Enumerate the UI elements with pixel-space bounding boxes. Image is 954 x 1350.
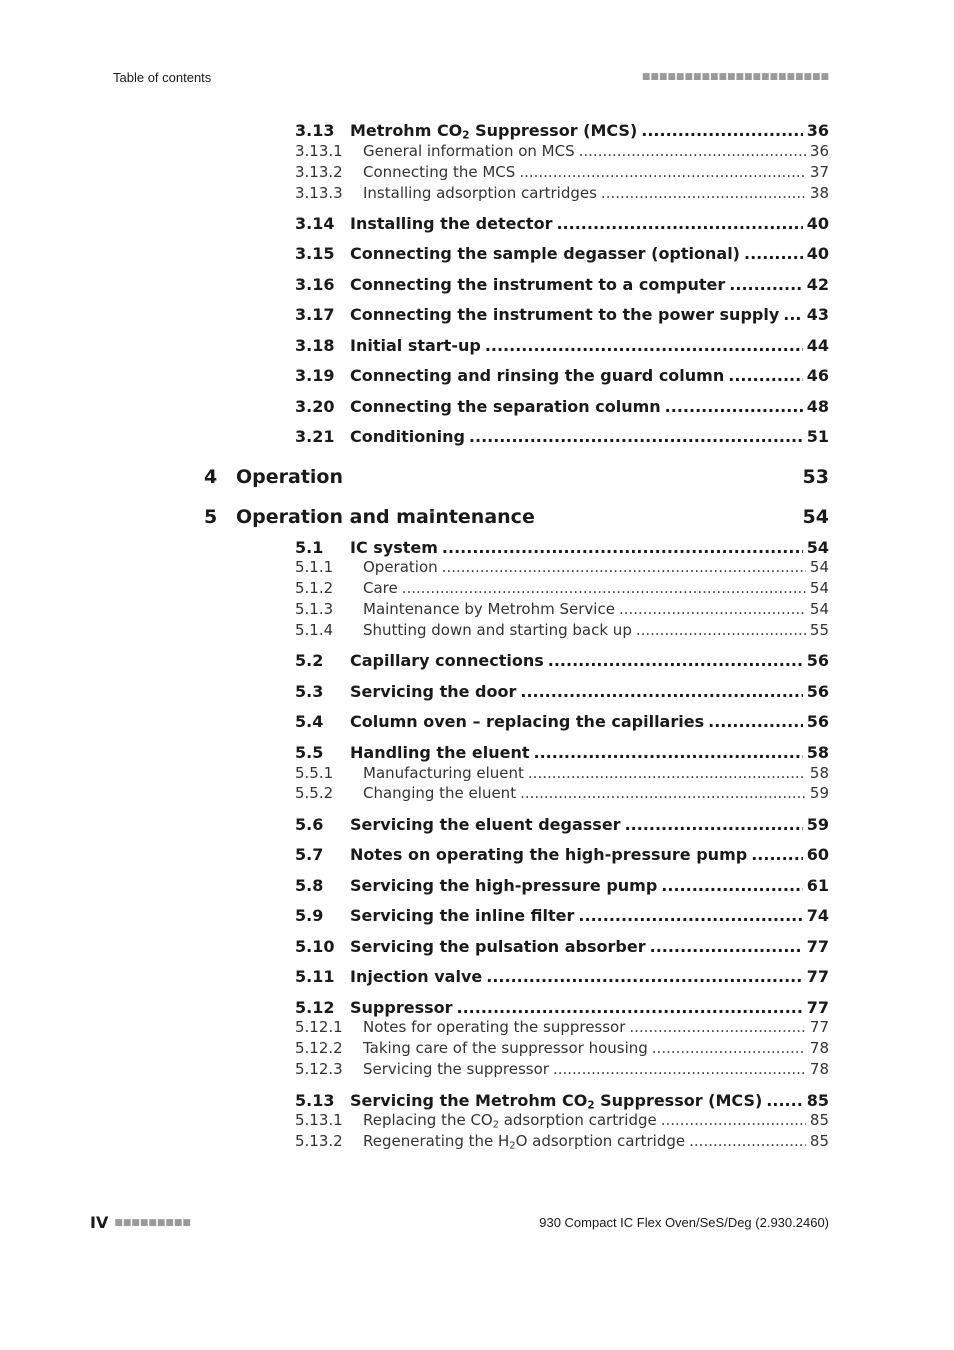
- toc-entry-number: 5.13.1: [295, 1111, 343, 1129]
- toc-entry-title: Changing the eluent: [363, 784, 517, 802]
- toc-entry[interactable]: [295, 1111, 829, 1129]
- toc-entry-number: 5.12: [295, 998, 335, 1017]
- toc-entry-title: General information on MCS: [363, 142, 575, 160]
- toc-entry-page: 54: [809, 600, 829, 618]
- toc-entry[interactable]: [295, 621, 829, 639]
- toc-entry-number: 3.18: [295, 336, 335, 355]
- toc-entry-number: 5.1.1: [295, 558, 334, 576]
- toc-entry-page: 58: [809, 764, 829, 782]
- footer-page: [90, 1213, 191, 1232]
- footer-decoration: ■■■■■■■■■: [114, 1217, 191, 1228]
- toc-leader-dots: [486, 967, 802, 986]
- toc-leader-dots: [402, 579, 806, 597]
- toc-entry[interactable]: [295, 682, 829, 701]
- toc-entry[interactable]: [295, 600, 829, 618]
- toc-leader-dots: [625, 815, 803, 834]
- toc-entry[interactable]: [295, 712, 829, 731]
- toc-entry-page: 55: [809, 621, 829, 639]
- toc-entry-title: Manufacturing eluent: [363, 764, 524, 782]
- toc-entry[interactable]: [204, 466, 829, 488]
- toc-entry-title: [363, 1111, 657, 1129]
- toc-entry-title: Care: [363, 579, 398, 597]
- toc-entry[interactable]: [295, 1132, 829, 1150]
- toc-leader-dots: [665, 397, 803, 416]
- toc-entry-title: Handling the eluent: [350, 743, 530, 762]
- toc-entry[interactable]: [295, 427, 829, 446]
- toc-leader-dots: [528, 764, 806, 782]
- toc-entry-page: 54: [809, 579, 829, 597]
- toc-entry[interactable]: [295, 244, 829, 263]
- toc-entry-number: 5.4: [295, 712, 324, 731]
- toc-entry-number: 3.20: [295, 397, 335, 416]
- toc-entry-number: 5.13.2: [295, 1132, 343, 1150]
- toc-entry-page: 48: [806, 397, 829, 416]
- toc-leader-dots: [578, 906, 802, 925]
- toc-leader-dots: [650, 937, 803, 956]
- toc-entry[interactable]: [295, 538, 829, 557]
- toc-entry-number: 5.8: [295, 876, 324, 895]
- toc-entry[interactable]: [204, 506, 829, 528]
- toc-entry-page: 54: [806, 538, 829, 557]
- toc-entry[interactable]: [295, 184, 829, 202]
- toc-leader-dots: [744, 244, 803, 263]
- toc-entry-page: 59: [809, 784, 829, 802]
- toc-entry-title: Connecting the instrument to a computer: [350, 275, 726, 294]
- toc-entry-title: Operation and maintenance: [236, 506, 535, 528]
- toc-leader-dots: [652, 1039, 806, 1057]
- toc-entry-page: 78: [809, 1060, 829, 1078]
- toc-entry[interactable]: [295, 764, 829, 782]
- title-subscript: 2: [462, 129, 470, 142]
- toc-entry-title: Notes for operating the suppressor: [363, 1018, 626, 1036]
- toc-entry[interactable]: [295, 906, 829, 925]
- toc-entry-number: 3.19: [295, 366, 335, 385]
- toc-entry-title: Operation: [236, 466, 344, 488]
- toc-entry-number: 5.1: [295, 538, 324, 557]
- toc-leader-dots: [708, 712, 803, 731]
- toc-entry-page: 40: [806, 244, 829, 263]
- toc-leader-dots: [579, 142, 806, 160]
- toc-entry-number: 5.9: [295, 906, 324, 925]
- toc-entry[interactable]: [295, 998, 829, 1017]
- toc-entry-title: Capillary connections: [350, 651, 544, 670]
- toc-entry-title: Initial start-up: [350, 336, 481, 355]
- toc-leader-dots: [520, 784, 806, 802]
- toc-leader-dots: [661, 876, 802, 895]
- toc-leader-dots: [766, 1091, 802, 1110]
- toc-entry[interactable]: [295, 845, 829, 864]
- header-decoration: ■■■■■■■■■■■■■■■■■■■■■■: [641, 72, 829, 82]
- toc-entry-number: 5.5: [295, 743, 324, 762]
- toc-entry-page: 85: [806, 1091, 829, 1110]
- toc-entry[interactable]: [295, 1060, 829, 1078]
- title-subscript: 2: [492, 1119, 499, 1131]
- toc-entry-page: 61: [806, 876, 829, 895]
- toc-entry[interactable]: [295, 1039, 829, 1057]
- toc-entry-number: 5.10: [295, 937, 335, 956]
- toc-entry-title: Servicing the pulsation absorber: [350, 937, 646, 956]
- toc-entry-number: 5.11: [295, 967, 335, 986]
- toc-entry-page: 74: [806, 906, 829, 925]
- toc-entry-title: Servicing the suppressor: [363, 1060, 549, 1078]
- toc-entry-page: 53: [802, 466, 829, 488]
- toc-entry[interactable]: [295, 743, 829, 762]
- toc-entry[interactable]: [295, 275, 829, 294]
- toc-entry-number: 3.21: [295, 427, 335, 446]
- toc-leader-dots: [641, 121, 802, 140]
- toc-entry-page: 37: [809, 163, 829, 181]
- toc-entry[interactable]: [295, 651, 829, 670]
- toc-entry-page: 40: [806, 214, 829, 233]
- toc-entry[interactable]: [295, 558, 829, 576]
- toc-entry-title: [363, 1132, 685, 1150]
- toc-entry-number: 3.13: [295, 121, 335, 140]
- toc-entry-page: 54: [802, 506, 829, 528]
- title-part: Servicing the Metrohm CO: [350, 1091, 588, 1110]
- toc-entry-number: 3.13.3: [295, 184, 343, 202]
- title-part: Replacing the CO: [363, 1111, 493, 1129]
- toc-entry-page: 60: [806, 845, 829, 864]
- toc-entry-number: 5.5.1: [295, 764, 334, 782]
- toc-entry[interactable]: [295, 967, 829, 986]
- toc-entry[interactable]: [295, 163, 829, 181]
- toc-leader-dots: [636, 621, 806, 639]
- toc-entry-page: 56: [806, 651, 829, 670]
- toc-entry-number: 5.1.3: [295, 600, 334, 618]
- toc-leader-dots: [629, 1018, 806, 1036]
- toc-entry-page: 44: [806, 336, 829, 355]
- toc-entry-page: 51: [806, 427, 829, 446]
- toc-entry-number: 5.13: [295, 1091, 335, 1110]
- toc-entry-page: 36: [806, 121, 829, 140]
- toc-leader-dots: [728, 366, 803, 385]
- toc-entry-title: Connecting the separation column: [350, 397, 661, 416]
- toc-entry-page: 77: [806, 937, 829, 956]
- toc-entry-number: 5.1.2: [295, 579, 334, 597]
- toc-leader-dots: [548, 651, 803, 670]
- title-part: Regenerating the H: [363, 1132, 510, 1150]
- toc-entry-page: 85: [809, 1132, 829, 1150]
- toc-entry-title: Operation: [363, 558, 438, 576]
- toc-leader-dots: [689, 1132, 806, 1150]
- toc-leader-dots: [519, 163, 806, 181]
- title-part: Suppressor (MCS): [594, 1091, 763, 1110]
- toc-leader-dots: [442, 558, 806, 576]
- toc-entry[interactable]: [295, 397, 829, 416]
- title-subscript: 2: [509, 1140, 516, 1152]
- toc-leader-dots: [553, 1060, 806, 1078]
- toc-entry-number: 4: [204, 466, 218, 488]
- toc-entry-number: 3.13.2: [295, 163, 343, 181]
- toc-entry[interactable]: [295, 336, 829, 355]
- toc-leader-dots: [661, 1111, 806, 1129]
- toc-entry[interactable]: [295, 1018, 829, 1036]
- toc-entry-number: 5: [204, 506, 218, 528]
- toc-leader-dots: [457, 998, 803, 1017]
- footer-product: 930 Compact IC Flex Oven/SeS/Deg (2.930.2460): [539, 1215, 829, 1230]
- toc-entry-page: 77: [809, 1018, 829, 1036]
- toc-entry-title: Servicing the door: [350, 682, 517, 701]
- toc-leader-dots: [469, 427, 803, 446]
- toc-entry[interactable]: [295, 937, 829, 956]
- toc-entry-page: 59: [806, 815, 829, 834]
- title-part: O adsorption cartridge: [515, 1132, 686, 1150]
- toc-entry[interactable]: [295, 121, 829, 140]
- toc-entry[interactable]: [295, 1091, 829, 1110]
- toc-entry-title: Column oven – replacing the capillaries: [350, 712, 705, 731]
- toc-entry-title: Servicing the high-pressure pump: [350, 876, 658, 895]
- toc-entry-title: Connecting the instrument to the power supply: [350, 305, 780, 324]
- toc-entry-title: Maintenance by Metrohm Service: [363, 600, 615, 618]
- toc-leader-dots: [751, 845, 803, 864]
- toc-entry-title: Connecting the sample degasser (optional): [350, 244, 740, 263]
- toc-entry[interactable]: [295, 214, 829, 233]
- toc-entry-title: Notes on operating the high-pressure pump: [350, 845, 748, 864]
- toc-entry-page: 58: [806, 743, 829, 762]
- toc-entry-title: Connecting the MCS: [363, 163, 516, 181]
- toc-entry-number: 3.13.1: [295, 142, 343, 160]
- toc-leader-dots: [485, 336, 803, 355]
- toc-entry-page: 43: [806, 305, 829, 324]
- toc-entry-title: [350, 121, 637, 140]
- toc-entry-page: 56: [806, 682, 829, 701]
- toc-entry-title: Taking care of the suppressor housing: [363, 1039, 648, 1057]
- running-header: Table of contents: [113, 70, 212, 85]
- toc-leader-dots: [534, 743, 803, 762]
- toc-entry-number: 5.12.2: [295, 1039, 343, 1057]
- toc-entry-number: 5.1.4: [295, 621, 334, 639]
- toc-entry-title: Suppressor: [350, 998, 453, 1017]
- toc-leader-dots: [601, 184, 806, 202]
- toc-leader-dots: [520, 682, 802, 701]
- toc-entry-number: 5.12.3: [295, 1060, 343, 1078]
- toc-entry-page: 42: [806, 275, 829, 294]
- toc-entry[interactable]: [295, 815, 829, 834]
- toc-leader-dots: [783, 305, 802, 324]
- toc-entry[interactable]: [295, 579, 829, 597]
- toc-entry[interactable]: [295, 366, 829, 385]
- toc-entry-number: 5.6: [295, 815, 324, 834]
- toc-entry-page: 56: [806, 712, 829, 731]
- toc-entry-title: Servicing the inline filter: [350, 906, 575, 925]
- toc-entry-title: [350, 1091, 762, 1110]
- toc-entry-page: 85: [809, 1111, 829, 1129]
- toc-entry-number: 3.14: [295, 214, 335, 233]
- page-number: IV: [90, 1213, 109, 1232]
- toc-entry-number: 5.5.2: [295, 784, 334, 802]
- toc-entry-page: 77: [806, 967, 829, 986]
- toc-entry[interactable]: [295, 876, 829, 895]
- toc-entry-number: 5.12.1: [295, 1018, 343, 1036]
- toc-entry-page: 36: [809, 142, 829, 160]
- toc-entry-page: 77: [806, 998, 829, 1017]
- title-part: adsorption cartridge: [498, 1111, 657, 1129]
- toc-entry-title: IC system: [350, 538, 438, 557]
- toc-entry-number: 3.17: [295, 305, 335, 324]
- title-part: Suppressor (MCS): [469, 121, 638, 140]
- toc-entry-number: 3.16: [295, 275, 335, 294]
- toc-entry-title: Shutting down and starting back up: [363, 621, 632, 639]
- toc-entry[interactable]: [295, 142, 829, 160]
- toc-entry-title: Installing the detector: [350, 214, 553, 233]
- toc-entry-title: Injection valve: [350, 967, 483, 986]
- toc-entry-page: 78: [809, 1039, 829, 1057]
- toc-entry-title: Installing adsorption cartridges: [363, 184, 597, 202]
- toc-entry-page: 46: [806, 366, 829, 385]
- toc-entry-title: Servicing the eluent degasser: [350, 815, 621, 834]
- toc-entry-number: 5.2: [295, 651, 324, 670]
- title-subscript: 2: [587, 1099, 595, 1112]
- toc-entry-number: 3.15: [295, 244, 335, 263]
- toc-leader-dots: [556, 214, 802, 233]
- toc-leader-dots: [619, 600, 806, 618]
- toc-entry-page: 54: [809, 558, 829, 576]
- toc-entry-title: Conditioning: [350, 427, 465, 446]
- toc-entry-page: 38: [809, 184, 829, 202]
- toc-entry[interactable]: [295, 784, 829, 802]
- title-part: Metrohm CO: [350, 121, 463, 140]
- toc-entry-number: 5.7: [295, 845, 324, 864]
- toc-leader-dots: [442, 538, 803, 557]
- toc-entry[interactable]: [295, 305, 829, 324]
- toc-leader-dots: [729, 275, 802, 294]
- toc-entry-title: Connecting and rinsing the guard column: [350, 366, 725, 385]
- toc-entry-number: 5.3: [295, 682, 324, 701]
